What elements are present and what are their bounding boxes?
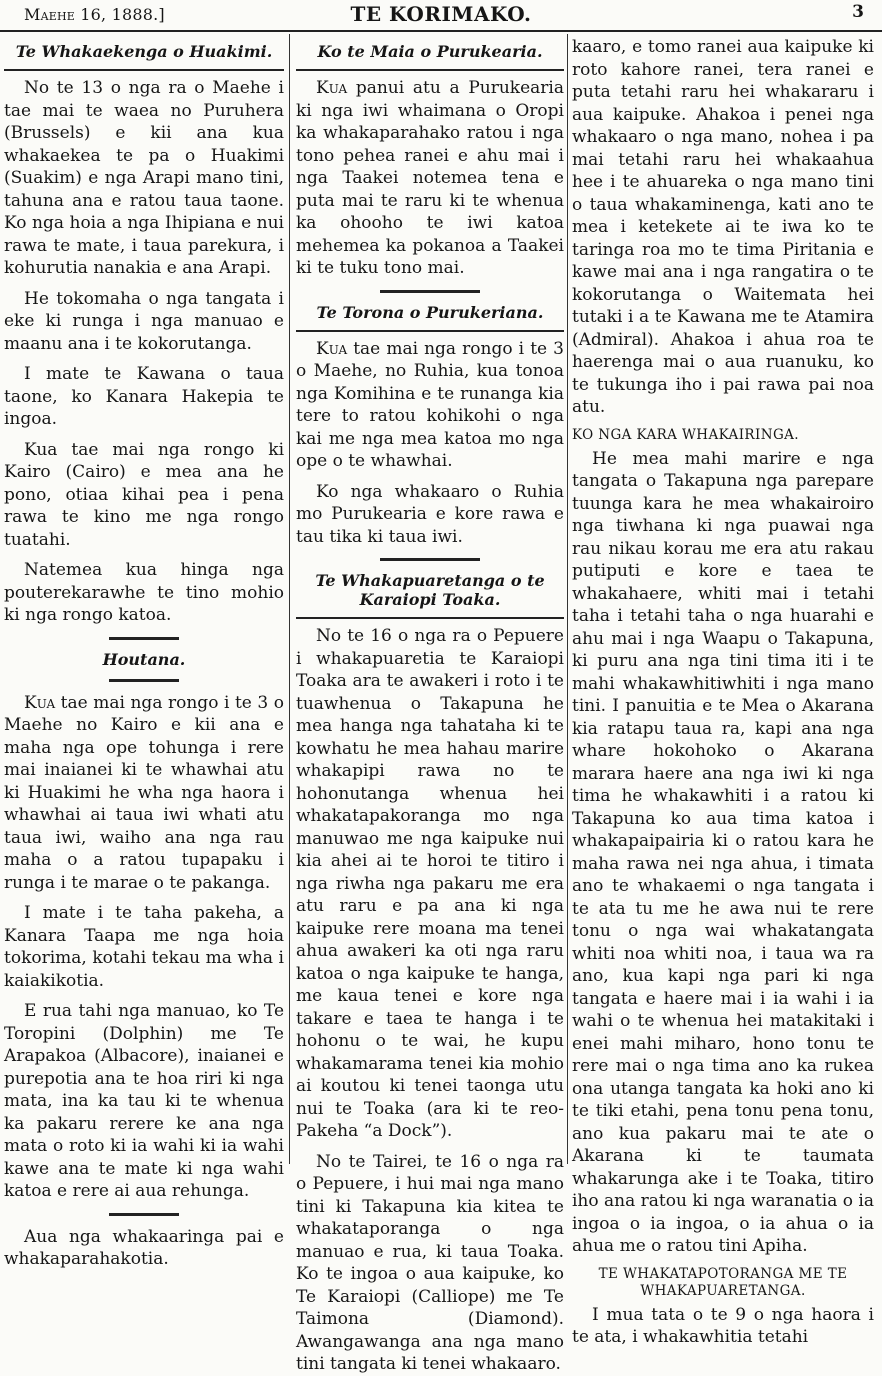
paragraph: No te Tairei, te 16 o nga ra o Pepuere, i hui mai nga mano tini ki Takapuna kia kitea te whakataporanga o nga manuao e rua, ki taua Toaka. Ko te ingoa o aua kaipuke, ko Te Karaiopi (Calliope) me Te Taimona (Diamond). Awangawanga ana nga mano tini tangata ki tenei whakaaro. bbox=[296, 1151, 564, 1374]
article-heading: Ko te Maia o Purukearia. bbox=[317, 42, 543, 61]
column-2 bbox=[296, 36, 564, 1374]
heading-rule bbox=[296, 617, 564, 619]
section-rule bbox=[109, 637, 179, 640]
column-divider bbox=[289, 34, 290, 1164]
heading-rule bbox=[296, 330, 564, 332]
paragraph: Ko nga whakaaro o Ruhia mo Purukearia e kore rawa e tau tika ki taua iwi. bbox=[296, 481, 564, 547]
page-number: 3 bbox=[852, 2, 864, 22]
paragraph: Kua tae mai nga rongo ki Kairo (Cairo) e mea ana he pono, otiaa kihai pea i pena rawa te kino me nga rongo tuatahi. bbox=[4, 439, 284, 550]
article-heading: Houtana. bbox=[102, 649, 186, 669]
article-heading: Te Whakaekenga o Huakimi. bbox=[15, 42, 273, 61]
paragraph: I mate i te taha pakeha, a Kanara Taapa me nga hoia tokorima, kotahi tekau ma wha i kaiakikotia. bbox=[4, 903, 284, 991]
heading-rule bbox=[296, 69, 564, 71]
paragraph-text: panui atu a Purukearia ki nga iwi whaimana o Oropi ka whakaparahako ratou i nga tono pehea ranei e ahu mai i nga Taakei notemea tena e puta mai te raru ki te whenua ka ohooho te iwi katoa mehemea ka pokanoa a Taakei ki te tuku tono mai. bbox=[296, 78, 564, 278]
paragraph: No te 16 o nga ra o Pepuere i whakapuaretia te Karaiopi Toaka ara te awakeri i roto i te tuawhenua o Takapuna he mea hanga nga tahataha ki te kowhatu he mea hahau marire whakapipi rawa no te hohonutanga whenua hei whakatapakoranga mo nga manuwao me nga kaipuke nui kia ahei ai te horoi te titiro i nga riwha nga pakaru me era atu raru e pa ana ki nga kaipuke rere moana ma tenei ahua awakeri ka oti nga raru katoa o nga kaipuke te hanga, me kaua tenei e kore nga takare e taea te hanga i te hohonu o te wai, he kupu whakamarama tenei kia mohio ai koutou ki tenei taonga utu nui te Toaka (ara ki te reo-Pakeha “a Dock”). bbox=[296, 626, 564, 1141]
paragraph: E rua tahi nga manuao, ko Te Toropini (Dolphin) me Te Arapakoa (Albacore), inaianei e purepotia ana te hoa riri ki nga mata, ina ka tau ki te whenua ka pakaru rerere ke ana nga mata o roto ki ia wahi ki ia wahi kawe ana te mate ki nga wahi katoa e rere ai aua rehunga. bbox=[4, 1001, 284, 1201]
paragraph: He mea mahi marire e nga tangata o Takapuna nga parepare tuunga kara he mea whakairoiro nga tiwhana ki nga puawai nga rau nikau korau me era atu rakau putiputi e kore e taea te whakahaere, whiti mai i tetahi taha i tetahi taha o nga huarahi e ahu mai i nga Waapu o Takapuna, ki puru ana nga tini tima iti i te mahi whakawhitiwhiti i nga mano tini. I panuitia e te Mea o Akarana kia ratapu taua ra, kapi ana nga whare hokohoko o Akarana marara haere ana nga iwi ki nga tima he whakawhiti i a ratou ki Takapuna ko aua tima katoa i whakapaipairia ki o ratou kara he maha rawa nei nga ahua, i timata ano te whakaemi o nga tangata i te ata tu me he awa nui te rere tonu o nga wai whakatangata whiti noa whiti noa, i taua wa ra ano, kua kapi nga pari ki nga tangata e haere mai i ia wahi i ia wahi o te whenua hei matakitaki i enei mahi miharo, hono tonu te rere mai o nga tima ano ka rukea ona utanga tangata ka hoki ano ki te tiki etahi, pena tonu pena tonu, ano kua pakaru mai te ate o Akarana ki te taumata whakarunga ake i te Toaka, titiro iho ana ratou ki nga waranatia o ia ingoa o ia ingoa, o ia ahua o ia ahua me o ratou tini Apiha. bbox=[572, 448, 874, 1256]
column-1 bbox=[4, 36, 284, 1269]
lead-word: Kua bbox=[316, 78, 348, 98]
column-divider bbox=[567, 34, 568, 1164]
masthead bbox=[0, 0, 882, 32]
column-3 bbox=[572, 36, 874, 1347]
section-rule bbox=[109, 679, 179, 682]
paragraph: I mate te Kawana o taua taone, ko Kanara Hakepia te ingoa. bbox=[4, 364, 284, 429]
lead-word: Kua bbox=[316, 338, 348, 359]
paragraph bbox=[296, 338, 564, 473]
paragraph: I mua tata o te 9 o nga haora i te ata, i whakawhitia tetahi bbox=[572, 1304, 874, 1347]
article-heading: Te Whakapuaretanga o te Karaiopi Toaka. bbox=[315, 571, 545, 609]
paragraph: Aua nga whakaaringa pai e whakaparahakotia. bbox=[4, 1226, 284, 1269]
paragraph bbox=[4, 692, 284, 895]
paragraph bbox=[296, 77, 564, 280]
issue-date: Maehe 16, 1888.] bbox=[24, 5, 165, 24]
section-rule bbox=[380, 558, 480, 561]
paragraph-text: tae mai nga rongo i te 3 o Maehe, no Ruhia, kua tonoa nga Komihina e te runanga kia tere to ratou kohikohi o nga kai me nga mea katoa mo nga ope o te whawhai. bbox=[296, 338, 564, 471]
lead-word: Kua bbox=[24, 692, 56, 713]
paragraph: kaaro, e tomo ranei aua kaipuke ki roto kahore ranei, tera ranei e puta tetahi raru hei whakararu i aua kaipuke. Ahakoa i penei nga whakaaro o nga mano, nohea i pa mai tetahi raru hei whakaahua hee i te ahuareka o nga mano tini o taua whakaminenga, kati ano te mea i ketekete ai te iwa ko te taringa roa mo te tima Piritania e kawe mai ana i nga rangatira o te kokorutanga o Waitemata hei tutaki i a te Kawana me te Atamira (Admiral). Ahakoa i ahua roa te haerenga mai o aua ruanuku, ko te tukunga iho i pai rawa pai noa atu. bbox=[572, 37, 874, 417]
paragraph: No te 13 o nga ra o Maehe i tae mai te waea no Puruhera (Brussels) e kii ana kua whakaekea te pa o Huakimi (Suakim) e nga Arapi mano tini, tahuna ana e ratou taua taone. Ko nga hoia a nga Ihipiana e nui rawa te mate, i taua parekura, i kohurutia nanakia e ana Arapi. bbox=[4, 78, 284, 278]
paragraph-text: tae mai nga rongo i te 3 o Maehe no Kairo e kii ana e maha nga ope tohunga i rere mai inaianei ki te whawhai atu ki Huakimi he wha nga haora i whawhai ai taua iwi whati atu taua iwi, waiho ana nga rau maha o a ratou tupapaku i runga i te marae o te pakanga. bbox=[4, 692, 284, 893]
heading-rule bbox=[4, 69, 284, 71]
section-heading: KO NGA KARA WHAKAIRINGA. bbox=[572, 426, 799, 443]
section-rule bbox=[109, 1213, 179, 1216]
article-heading: Te Torona o Purukeriana. bbox=[316, 302, 544, 322]
newspaper-title: TE KORIMAKO. bbox=[350, 2, 532, 26]
section-heading: TE WHAKATAPOTORANGA ME TE WHAKAPUARETANGA. bbox=[598, 1265, 848, 1299]
paragraph: Natemea kua hinga nga pouterekarawhe te tino mohio ki nga rongo katoa. bbox=[4, 560, 284, 625]
paragraph: He tokomaha o nga tangata i eke ki runga i nga manuao e maanu ana i te kokorutanga. bbox=[4, 288, 284, 354]
section-rule bbox=[380, 290, 480, 293]
